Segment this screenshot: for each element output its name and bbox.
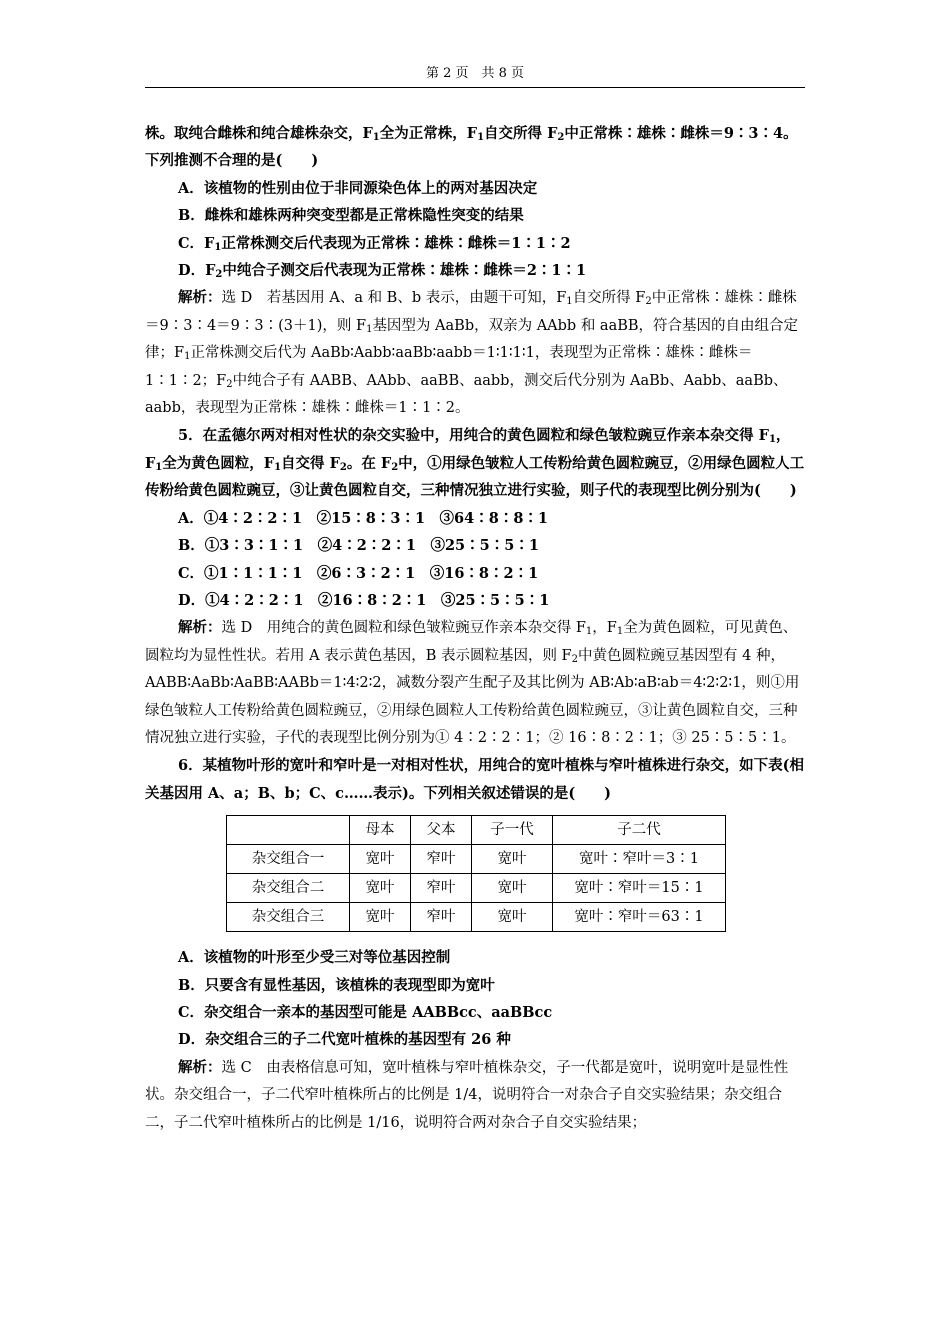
cross-table — [226, 815, 726, 932]
q4-analysis: 解析：选 D 若基因用 A、a 和 B、b 表示，由题干可知，$F_1$自交所得 $F_2$中正常株∶雄株∶雌株＝9∶3∶4＝9∶3∶(3＋1)，则 $F_1$基因型为 AaBb，双亲为 AAbb 和 aaBB，符合基因的自由组合定律；$F_1$正常株测交后代为 AaBb∶Aabb∶aaBb∶aabb＝1∶1∶1∶1，表现型为正常株∶雄株∶雌株＝1∶1∶2；$F_2$中纯合子有 AABB、AAbb、aaBB、aabb，测交后代分别为 AaBb、Aabb、aaBb、aabb，表现型为正常株∶雄株∶雌株＝1∶1∶2。 — [145, 289, 799, 417]
table-header-cell — [227, 816, 350, 845]
table-cell: 宽叶 — [350, 903, 411, 932]
table-cell: 宽叶∶窄叶＝63∶1 — [553, 903, 726, 932]
table-row — [227, 845, 726, 874]
table-cell: 宽叶 — [350, 845, 411, 874]
q6-option-d: D．杂交组合三的子二代宽叶植株的基因型有 26 种 — [178, 1031, 511, 1049]
table-cell: 杂交组合二 — [227, 874, 350, 903]
q5-analysis: 解析：选 D 用纯合的黄色圆粒和绿色皱粒豌豆作亲本杂交得 $F_1$，$F_1$全为黄色圆粒，可见黄色、圆粒均为显性性状。若用 A 表示黄色基因，B 表示圆粒基因，则 $F_2$中黄色圆粒豌豆基因型有 4 种，AABB∶AaBb∶AaBB∶AABb＝1∶4∶2∶2，减数分裂产生配子及其比例为 AB∶Ab∶aB∶ab＝4∶2∶2∶1，则①用绿色皱粒人工传粉给黄色圆粒豌豆，②用绿色圆粒人工传粉给黄色圆粒豌豆，③让黄色圆粒自交，三种情况独立进行实验，子代的表现型比例分别为① 4∶2∶2∶1；② 16∶8∶2∶1；③ 25∶5∶5∶1。 — [145, 619, 800, 746]
table-cell: 宽叶 — [472, 845, 553, 874]
q5-option-a: A．①4∶2∶2∶1 ②15∶8∶3∶1 ③64∶8∶8∶1 — [178, 509, 548, 527]
q4-option-d: D．$F_2$中纯合子测交后代表现为正常株∶雄株∶雌株＝2∶1∶1 — [178, 262, 587, 281]
q5-stem: 5．在孟德尔两对相对性状的杂交实验中，用纯合的黄色圆粒和绿色皱粒豌豆作亲本杂交得 $F_1$，$F_1$全为黄色圆粒，$F_1$自交得 $F_2$。在 $F_2$中，①用绿色皱粒人工传粉给黄色圆粒豌豆，②用绿色圆粒人工传粉给黄色圆粒豌豆，③让黄色圆粒自交，三种情况独立进行实验，则子代的表现型比例分别为( ) — [145, 427, 805, 500]
q6-analysis: 解析：选 C 由表格信息可知，宽叶植株与窄叶植株杂交，子一代都是宽叶，说明宽叶是显性性状。杂交组合一，子二代窄叶植株所占的比例是 1/4，说明符合一对杂合子自交实验结果；杂交组合二，子二代窄叶植株所占的比例是 1/16，说明符合两对杂合子自交实验结果； — [145, 1058, 789, 1131]
table-cell: 窄叶 — [411, 903, 472, 932]
table-cell: 宽叶 — [350, 874, 411, 903]
q5-option-c: C．①1∶1∶1∶1 ②6∶3∶2∶1 ③16∶8∶2∶1 — [178, 564, 539, 582]
table-cell: 窄叶 — [411, 874, 472, 903]
table-cell: 杂交组合三 — [227, 903, 350, 932]
page-number: 第 2 页 共 8 页 — [425, 66, 525, 81]
table-cell: 杂交组合一 — [227, 845, 350, 874]
table-cell: 窄叶 — [411, 845, 472, 874]
document-body — [145, 120, 807, 1137]
q4-option-b: B．雌株和雄株两种突变型都是正常株隐性突变的结果 — [178, 207, 524, 225]
table-header-cell: 母本 — [350, 816, 411, 845]
table-cell: 宽叶 — [472, 903, 553, 932]
table-header-cell: 子一代 — [472, 816, 553, 845]
q5-option-d: D．①4∶2∶2∶1 ②16∶8∶2∶1 ③25∶5∶5∶1 — [178, 591, 550, 609]
q4-option-a: A．该植物的性别由位于非同源染色体上的两对基因决定 — [178, 179, 538, 197]
table-header-row — [227, 816, 726, 845]
q4-option-c: C．$F_1$正常株测交后代表现为正常株∶雄株∶雌株＝1∶1∶2 — [178, 234, 571, 253]
q4-stem: 株。取纯合雌株和纯合雄株杂交，$F_1$全为正常株，$F_1$自交所得 $F_2$中正常株∶雄株∶雌株＝9∶3∶4。下列推测不合理的是( ) — [145, 125, 798, 170]
q6-stem: 6．某植物叶形的宽叶和窄叶是一对相对性状，用纯合的宽叶植株与窄叶植株进行杂交，如下表(相关基因用 A、a；B、b；C、c……表示)。下列相关叙述错误的是( ) — [145, 757, 804, 802]
q6-option-b: B．只要含有显性基因，该植株的表现型即为宽叶 — [178, 976, 495, 994]
table-cell: 宽叶 — [472, 874, 553, 903]
q6-option-c: C．杂交组合一亲本的基因型可能是 AABBcc、aaBBcc — [178, 1003, 553, 1021]
q6-option-a: A．该植物的叶形至少受三对等位基因控制 — [178, 949, 451, 967]
table-header-cell: 子二代 — [553, 816, 726, 845]
table-header-cell: 父本 — [411, 816, 472, 845]
table-cell: 宽叶∶窄叶＝3∶1 — [553, 845, 726, 874]
table-row — [227, 903, 726, 932]
page-header — [145, 62, 805, 88]
table-cell: 宽叶∶窄叶＝15∶1 — [553, 874, 726, 903]
table-row — [227, 874, 726, 903]
q5-option-b: B．①3∶3∶1∶1 ②4∶2∶2∶1 ③25∶5∶5∶1 — [178, 537, 539, 555]
